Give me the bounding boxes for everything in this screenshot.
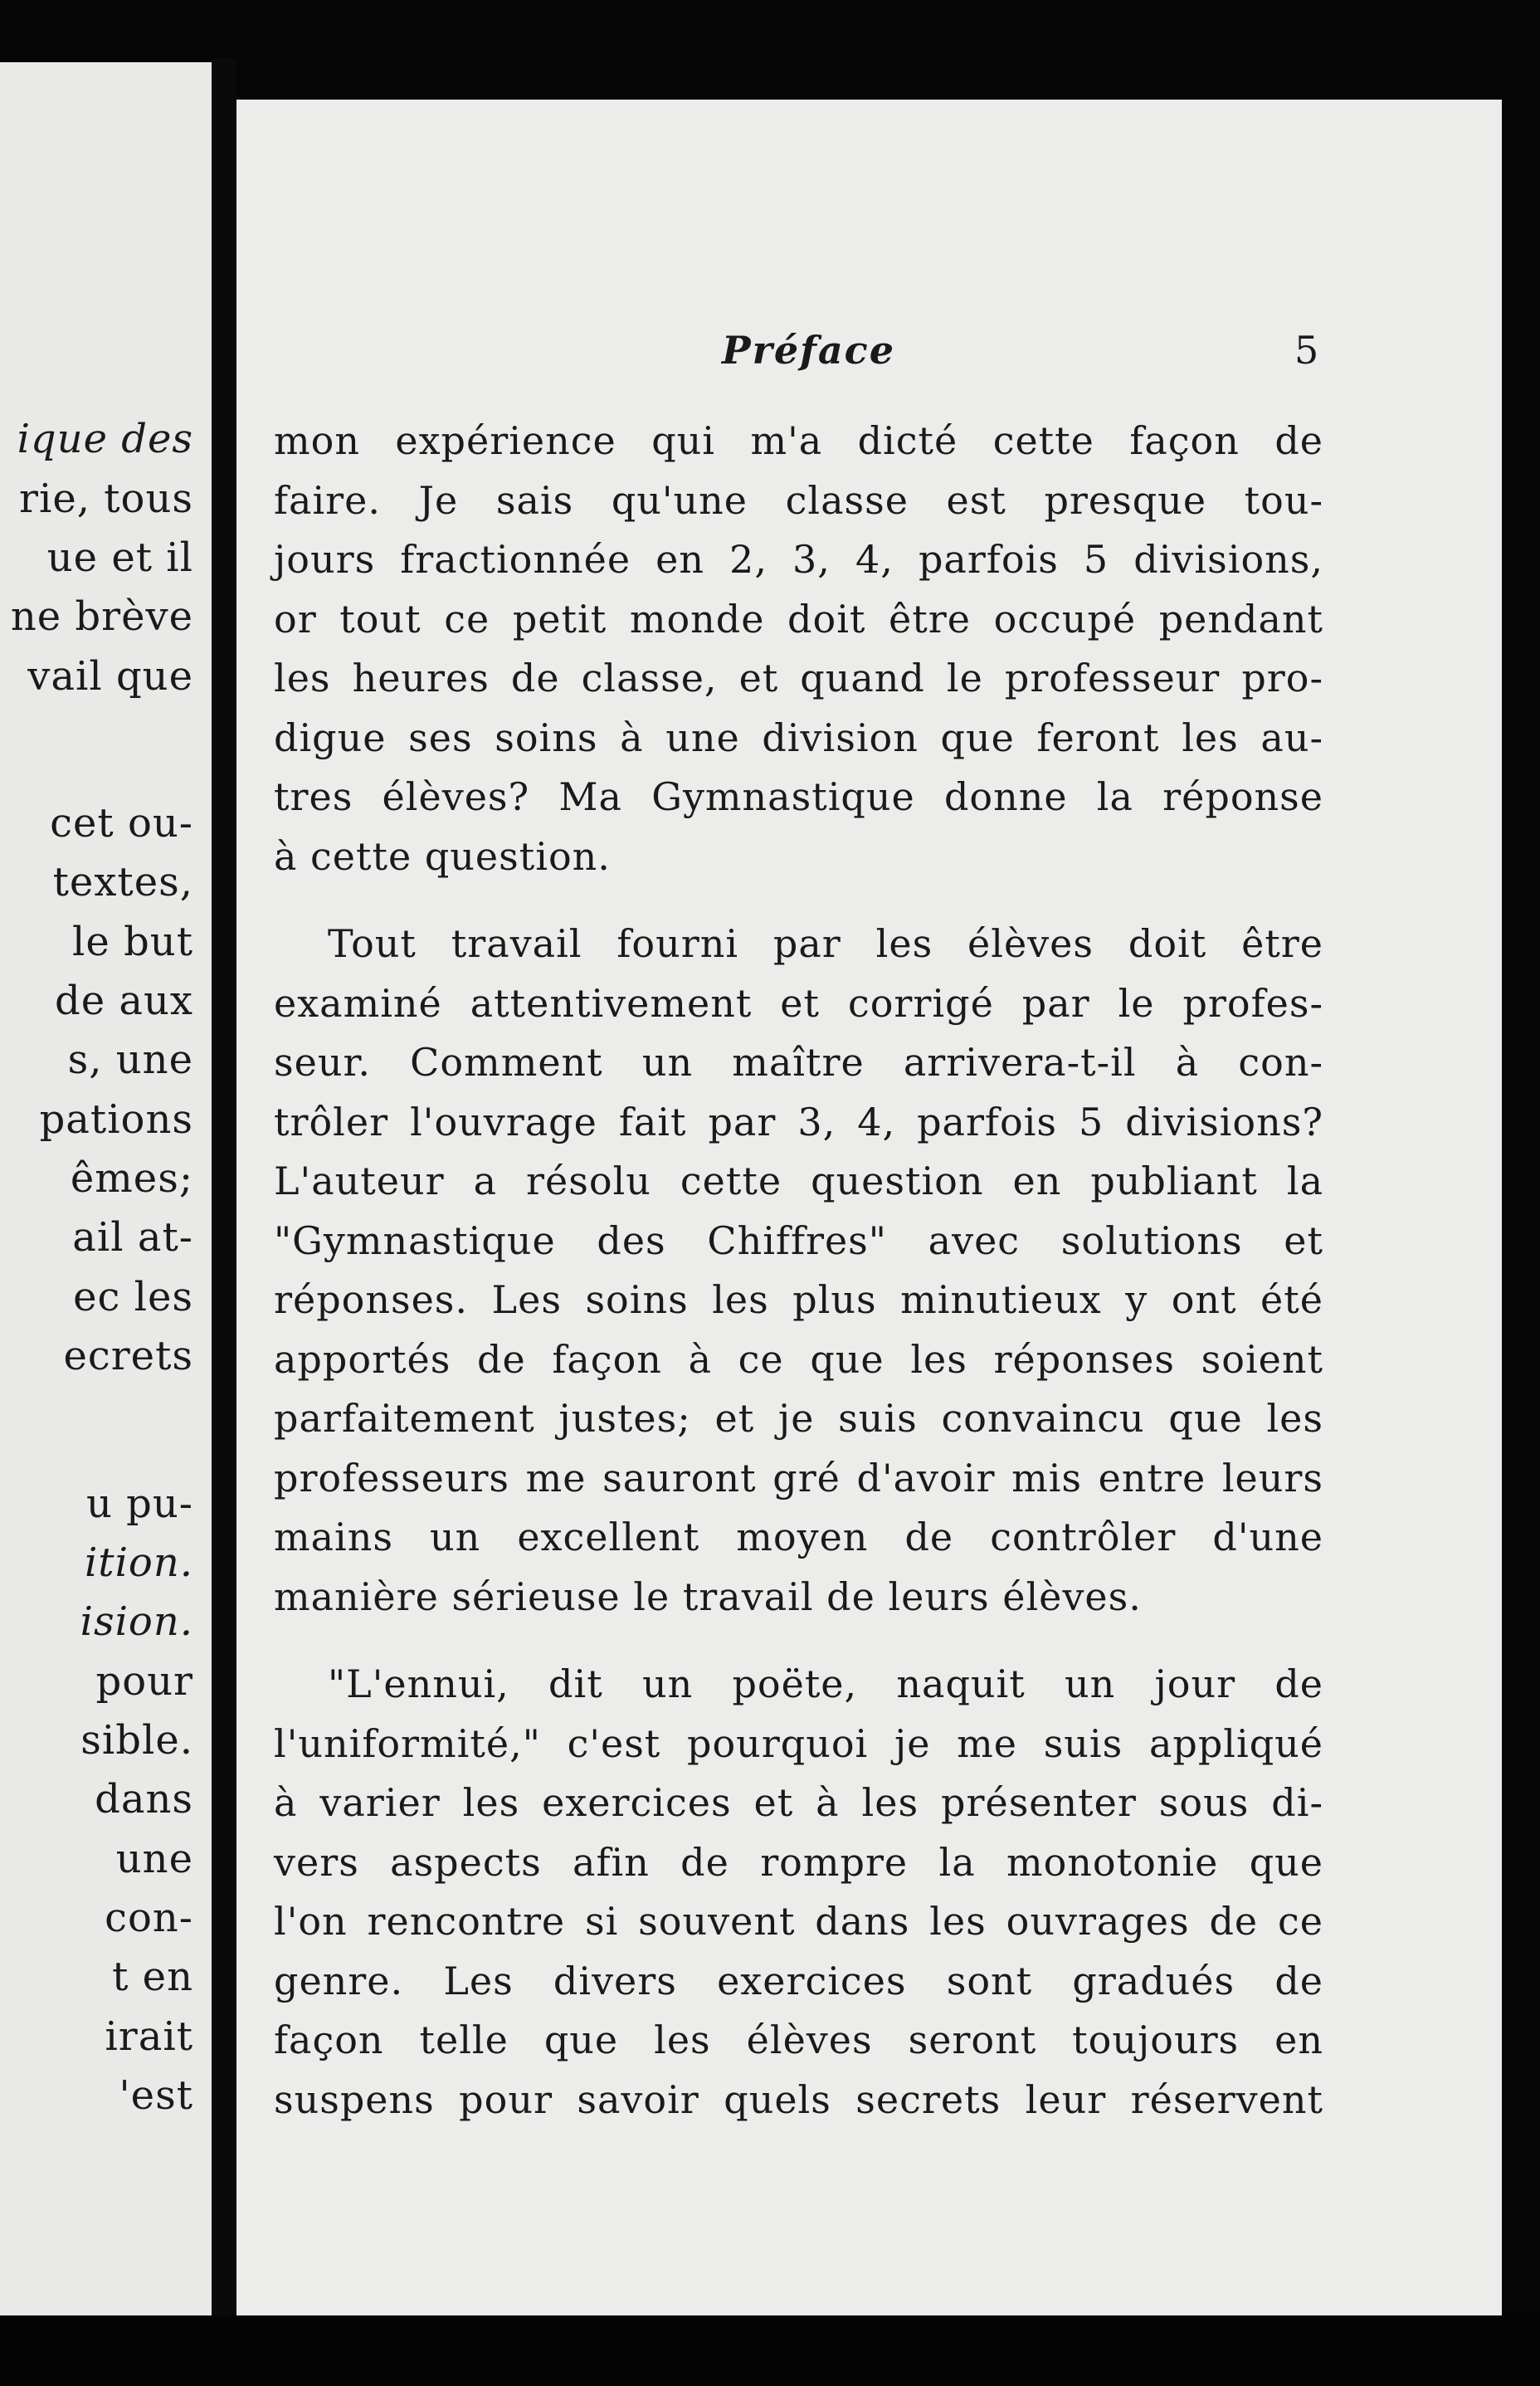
left-line: ail at-: [72, 1214, 193, 1261]
left-line: ique des: [17, 416, 193, 462]
text-line: suspens pour savoir quels secrets leur réservent: [274, 2077, 1323, 2122]
left-line: textes,: [52, 859, 193, 905]
left-line: con-: [105, 1895, 193, 1941]
text-line: trôler l'ouvrage fait par 3, 4, parfois 5 divisions?: [274, 1100, 1323, 1144]
text-line: apportés de façon à ce que les réponses soient: [274, 1337, 1323, 1382]
text-line: genre. Les divers exercices sont gradués de: [274, 1959, 1323, 2003]
text-line: mon expérience qui m'a dicté cette façon de: [274, 418, 1323, 463]
left-line: le but: [72, 919, 193, 965]
left-line: êmes;: [70, 1155, 193, 1202]
left-line: pations: [39, 1096, 193, 1143]
text-line: faire. Je sais qu'une classe est presque tou-: [274, 478, 1323, 523]
text-line: "Gymnastique des Chiffres" avec solutions et: [274, 1218, 1323, 1263]
text-line: réponses. Les soins les plus minutieux y ont été: [274, 1277, 1323, 1322]
text-line: Tout travail fourni par les élèves doit être: [328, 921, 1323, 966]
text-line: l'on rencontre si souvent dans les ouvrages de ce: [274, 1899, 1323, 1944]
text-line: à cette question.: [274, 834, 611, 879]
text-line: or tout ce petit monde doit être occupé pendant: [274, 597, 1323, 642]
text-line: manière sérieuse le travail de leurs élèves.: [274, 1574, 1142, 1619]
left-line: vail que: [27, 653, 193, 700]
text-line: digue ses soins à une division que feront les au-: [274, 715, 1323, 760]
text-line: jours fractionnée en 2, 3, 4, parfois 5 divisions,: [274, 537, 1323, 582]
left-line: t en: [112, 1954, 193, 2000]
text-line: vers aspects afin de rompre la monotonie que: [274, 1840, 1323, 1885]
left-line: une: [115, 1836, 193, 1882]
right-page: [236, 100, 1502, 2340]
left-line: de aux: [55, 978, 193, 1024]
text-line: "L'ennui, dit un poëte, naquit un jour de: [328, 1661, 1323, 1706]
text-line: les heures de classe, et quand le professeur pro-: [274, 656, 1323, 700]
text-line: l'uniformité," c'est pourquoi je me suis appliqué: [274, 1721, 1323, 1766]
text-line: seur. Comment un maître arrivera-t-il à con-: [274, 1040, 1323, 1085]
left-line: ue et il: [46, 534, 193, 581]
left-line: dans: [95, 1776, 193, 1822]
left-line: u pu-: [85, 1481, 193, 1527]
left-line: s, une: [67, 1037, 193, 1083]
bottom-shadow: [0, 2315, 1540, 2386]
text-line: parfaitement justes; et je suis convaincu que les: [274, 1396, 1323, 1441]
text-line: L'auteur a résolu cette question en publiant la: [274, 1159, 1323, 1203]
left-line: irait: [105, 2013, 193, 2060]
text-line: examiné attentivement et corrigé par le profes-: [274, 981, 1323, 1026]
text-line: mains un excellent moyen de contrôler d'une: [274, 1515, 1323, 1559]
running-title: Préface: [722, 328, 895, 373]
left-line: pour: [95, 1658, 193, 1705]
left-line: rie, tous: [19, 476, 193, 522]
page-number: 5: [1294, 328, 1319, 373]
text-line: tres élèves? Ma Gymnastique donne la réponse: [274, 774, 1323, 819]
book-gutter: [212, 58, 236, 2332]
text-line: à varier les exercices et à les présenter sous di-: [274, 1780, 1323, 1825]
left-line: cet ou-: [50, 800, 193, 847]
text-line: façon telle que les élèves seront toujours en: [274, 2018, 1323, 2062]
left-line: ecrets: [63, 1333, 193, 1379]
left-line: 'est: [119, 2072, 193, 2119]
left-line: ne brève: [10, 593, 193, 640]
left-line: ec les: [73, 1274, 193, 1320]
left-line: ition.: [84, 1539, 193, 1586]
left-page-fragment: [0, 62, 212, 2320]
page-header: [236, 328, 1502, 378]
left-line: ision.: [80, 1598, 193, 1645]
left-line: sible.: [80, 1717, 193, 1764]
text-line: professeurs me sauront gré d'avoir mis entre leurs: [274, 1456, 1323, 1500]
